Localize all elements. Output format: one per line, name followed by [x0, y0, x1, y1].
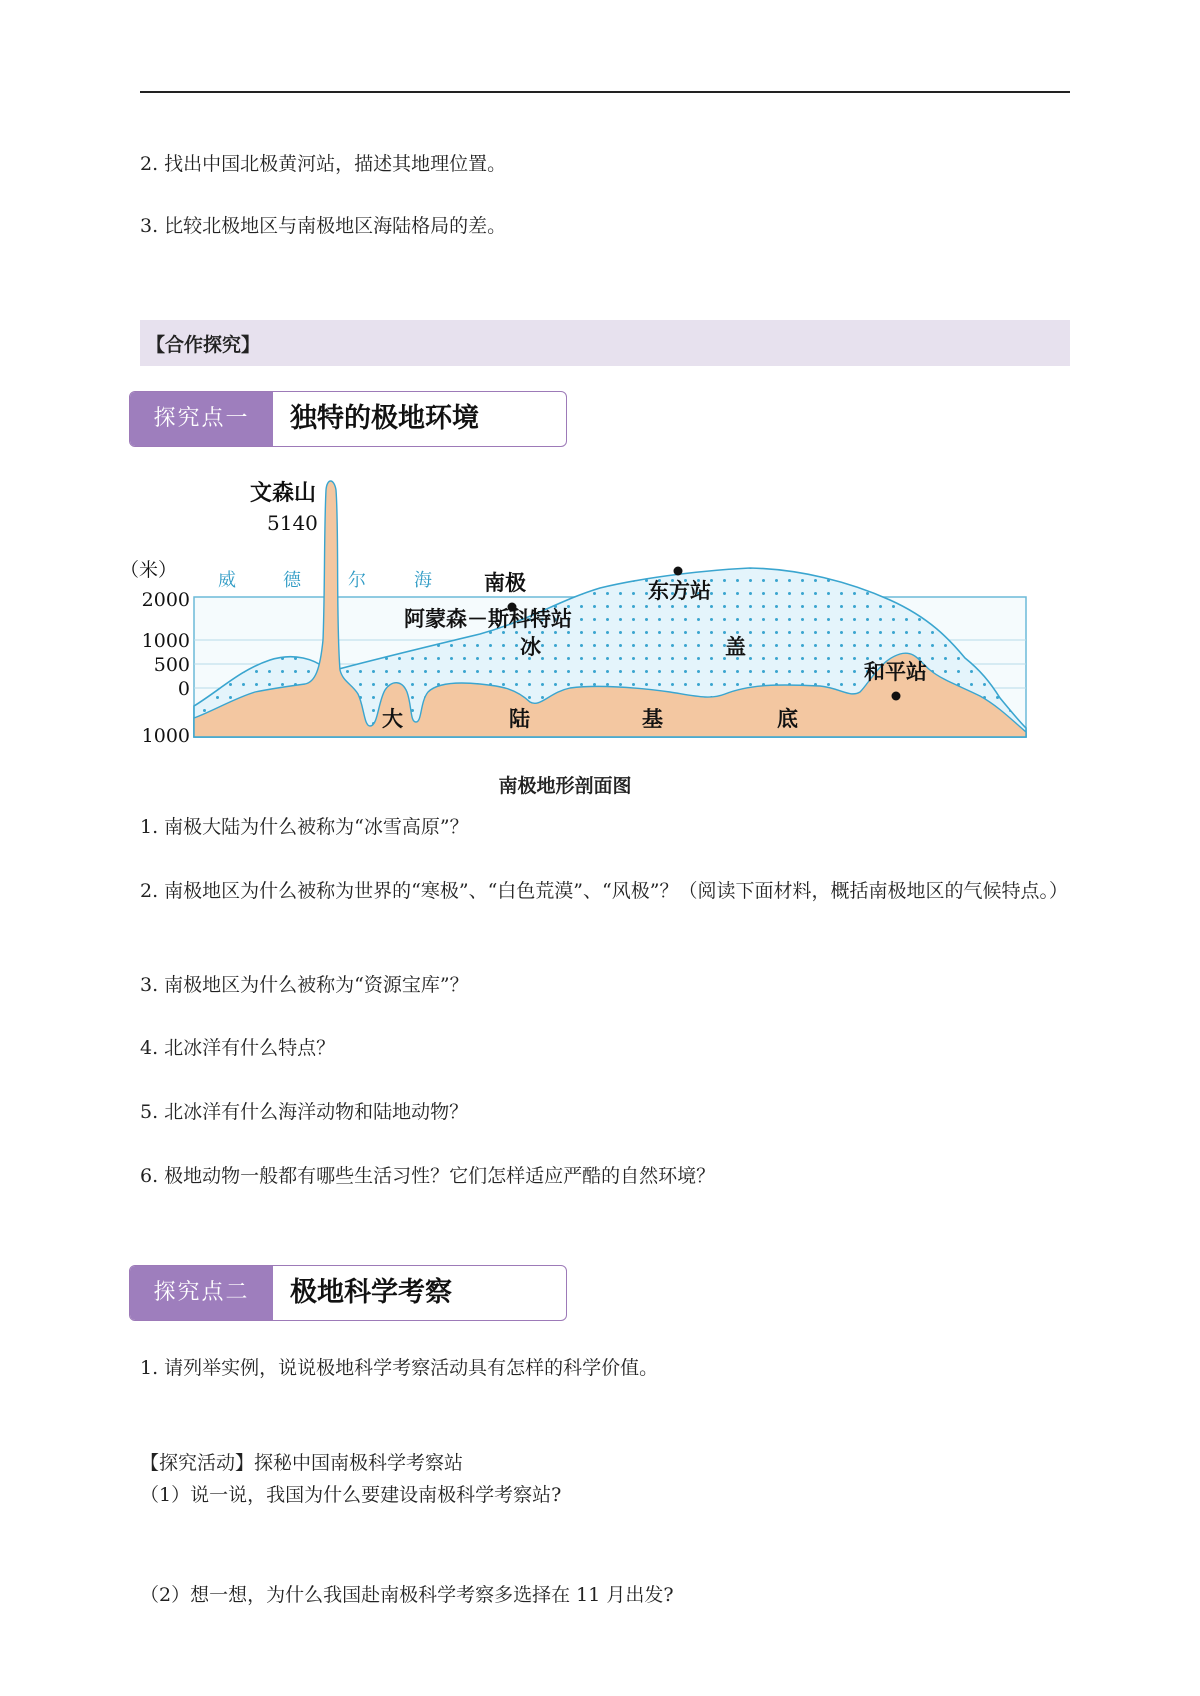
activity-item-1: （1）说一说，我国为什么要建设南极科学考察站? — [140, 1484, 562, 1506]
peak-name: 文森山 — [250, 480, 317, 506]
sea-char: 尔 — [348, 570, 366, 591]
unit-label: （米） — [120, 559, 178, 581]
ice-char: 盖 — [725, 634, 746, 659]
point1-title: 独特的极地环境 — [290, 403, 479, 434]
vostok-label: 东方站 — [648, 578, 711, 603]
point1-question-1: 1. 南极大陆为什么被称为“冰雪高原”？ — [140, 816, 469, 838]
y-tick-1000: 1000 — [141, 630, 190, 652]
point1-question-6: 6. 极地动物一般都有哪些生活习性？它们怎样适应严酷的自然环境？ — [140, 1165, 716, 1187]
point2-question-1: 1. 请列举实例，说说极地科学考察活动具有怎样的科学价值。 — [140, 1357, 659, 1379]
activity-item-2: （2）想一想，为什么我国赴南极科学考察多选择在 11 月出发? — [140, 1584, 674, 1606]
sea-char: 威 — [218, 570, 236, 591]
y-tick-neg1000: 1000 — [141, 725, 190, 747]
sea-char: 海 — [414, 570, 432, 591]
point1-question-4: 4. 北冰洋有什么特点？ — [140, 1037, 336, 1059]
point2-tag: 探究点二 — [130, 1266, 273, 1320]
point1-question-3: 3. 南极地区为什么被称为“资源宝库”？ — [140, 974, 469, 996]
diagram-caption: 南极地形剖面图 — [498, 775, 632, 797]
amundsen-label: 阿蒙森－斯科特站 — [404, 606, 572, 631]
top-rule — [140, 91, 1070, 93]
point1-question-2: 2. 南极地区为什么被称为世界的“寒极”、“白色荒漠”、“风极”？（阅读下面材料，概括南极地区的气候特点。） — [140, 880, 1068, 902]
ice-char: 冰 — [520, 634, 541, 659]
section-header-bar — [140, 320, 1070, 366]
activity-title: 【探究活动】探秘中国南极科学考察站 — [140, 1452, 464, 1474]
base-char: 底 — [777, 706, 798, 731]
south-pole-label: 南极 — [484, 570, 526, 595]
y-tick-2000: 2000 — [141, 589, 190, 611]
base-char: 基 — [642, 706, 663, 731]
point1-tag: 探究点一 — [130, 392, 273, 446]
y-tick-500: 500 — [153, 654, 190, 676]
mirny-marker — [892, 692, 901, 701]
mirny-label: 和平站 — [864, 659, 927, 684]
peak-height: 5140 — [267, 511, 318, 535]
section-header-label: 【合作探究】 — [146, 334, 261, 356]
base-char: 陆 — [509, 706, 530, 731]
point1-question-5: 5. 北冰洋有什么海洋动物和陆地动物？ — [140, 1101, 469, 1123]
intro-question-2: 2. 找出中国北极黄河站，描述其地理位置。 — [140, 153, 507, 175]
antarctic-profile-diagram — [120, 470, 1040, 752]
point2-banner — [129, 1265, 567, 1321]
vostok-marker — [674, 567, 683, 576]
intro-question-3: 3. 比较北极地区与南极地区海陆格局的差。 — [140, 215, 507, 237]
point2-title: 极地科学考察 — [290, 1277, 452, 1308]
base-char: 大 — [382, 706, 403, 731]
sea-char: 德 — [283, 570, 301, 591]
point1-banner — [129, 391, 567, 447]
y-tick-0: 0 — [177, 678, 190, 700]
